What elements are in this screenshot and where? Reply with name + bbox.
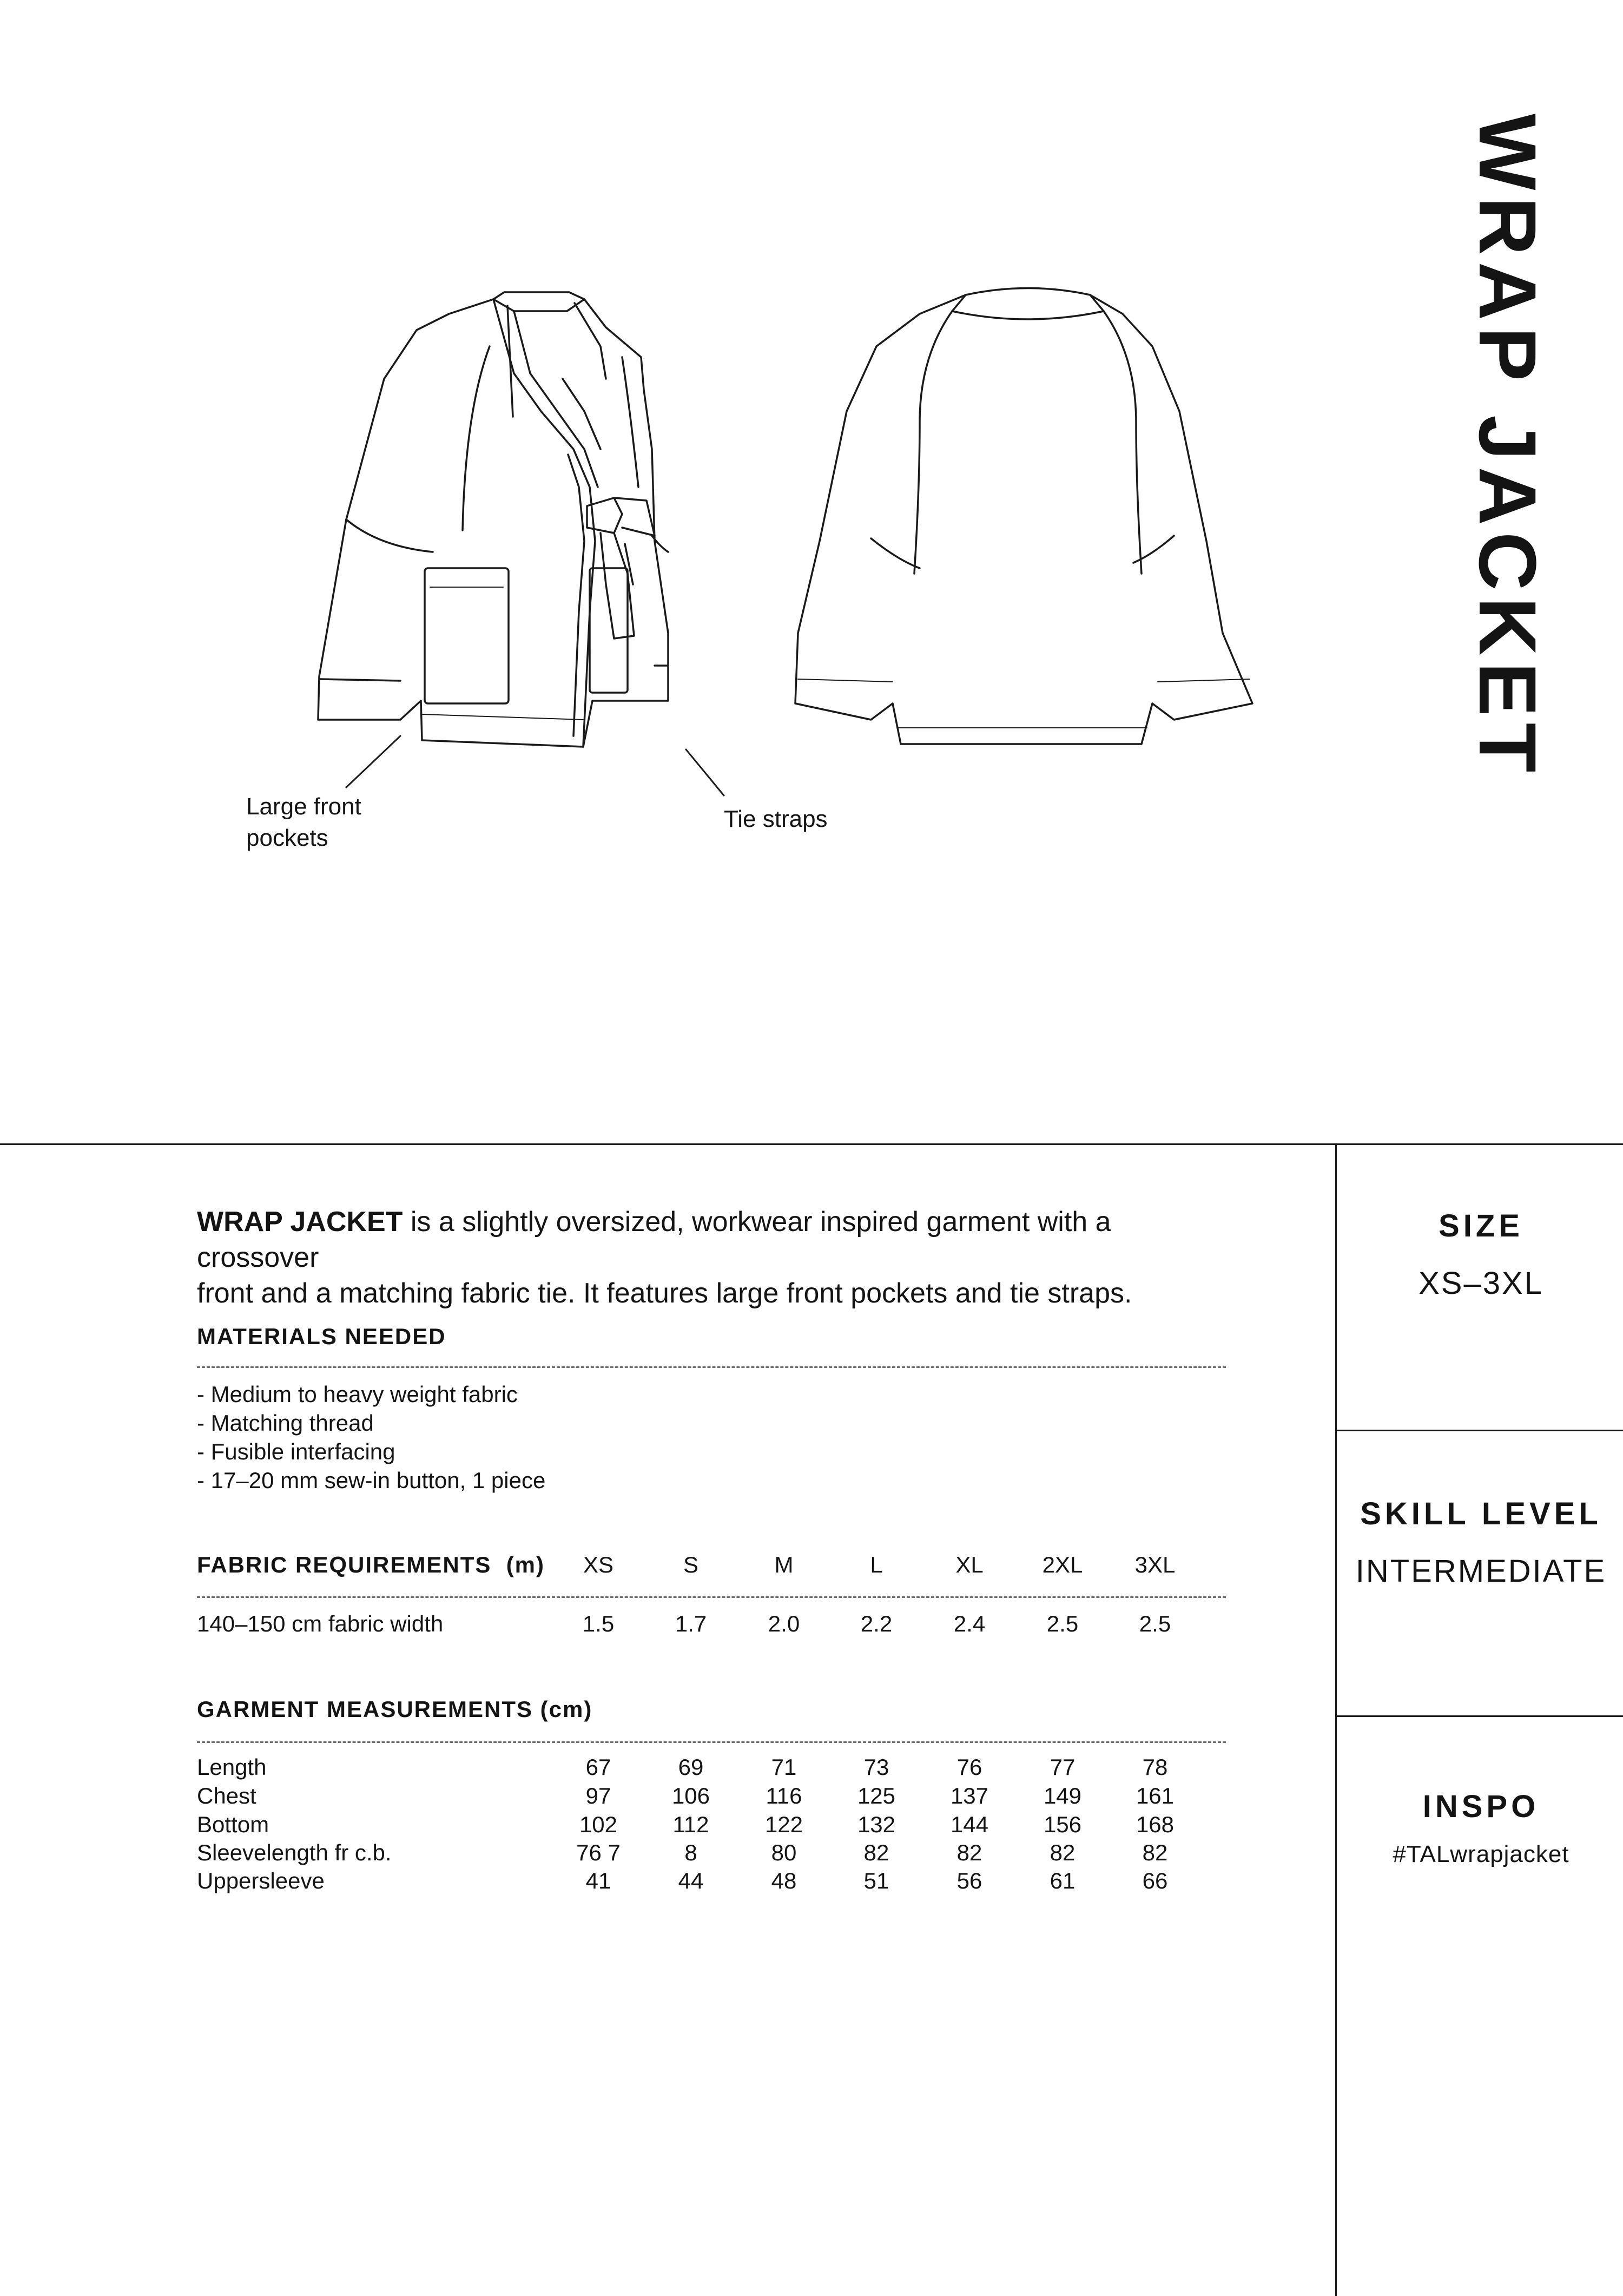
measurement-value: 44: [678, 1868, 704, 1893]
measurement-value: 56: [956, 1868, 982, 1893]
size-header: 2XL: [1042, 1552, 1083, 1577]
fabric-title: FABRIC REQUIREMENTS (m): [197, 1552, 545, 1577]
measurement-value: 82: [1142, 1840, 1168, 1865]
back-view-drawing: [795, 288, 1252, 745]
measurement-value: 76: [956, 1754, 982, 1780]
pockets-callout-line1: Large front: [246, 793, 361, 820]
row-label: Bottom: [197, 1812, 269, 1837]
fabric-value: 2.5: [1046, 1611, 1079, 1636]
size-header: M: [774, 1552, 794, 1577]
straps-leader-line: [686, 749, 724, 795]
measurement-value: 78: [1142, 1754, 1168, 1780]
materials-list: [197, 1380, 545, 1495]
fabric-value: 2.4: [953, 1611, 986, 1636]
measurement-value: 112: [672, 1812, 709, 1837]
measurement-value: 156: [1043, 1812, 1082, 1837]
row-label: Uppersleeve: [197, 1868, 325, 1893]
side-divider-1: [1335, 1430, 1623, 1431]
measurement-value: 48: [771, 1868, 797, 1893]
size-header: XL: [955, 1552, 984, 1577]
straps-callout: Tie straps: [724, 806, 828, 832]
measurement-value: 67: [585, 1754, 611, 1780]
skill-level-value: INTERMEDIATE: [1355, 1554, 1607, 1589]
inspo-hashtag: #TALwrapjacket: [1393, 1841, 1569, 1867]
size-header: L: [870, 1552, 883, 1577]
size-header: 3XL: [1134, 1552, 1176, 1577]
fabric-value: 2.0: [768, 1611, 800, 1636]
table-row: [197, 1611, 1171, 1637]
garment-rule: [197, 1741, 1226, 1743]
materials-rule: [197, 1366, 1226, 1368]
front-view-drawing: [318, 292, 668, 747]
description-name: WRAP JACKET: [197, 1206, 403, 1238]
fabric-value: 1.5: [582, 1611, 615, 1636]
description-line1: is a slightly oversized, workwear inspired garment with a crossover: [197, 1206, 1111, 1273]
measurement-value: 122: [764, 1812, 803, 1837]
fabric-row-label: 140–150 cm fabric width: [197, 1611, 444, 1636]
list-item: - Fusible interfacing: [197, 1439, 395, 1464]
fabric-rule: [197, 1596, 1226, 1598]
table-row: [197, 1812, 1175, 1838]
measurement-value: 51: [863, 1868, 889, 1893]
measurement-value: 80: [771, 1840, 797, 1865]
section-divider: [0, 1143, 1623, 1145]
page-title: WRAP JACKET: [1462, 114, 1553, 779]
size-header: S: [683, 1552, 698, 1577]
measurement-value: 144: [950, 1812, 989, 1837]
list-item: - 17–20 mm sew-in button, 1 piece: [197, 1468, 546, 1493]
measurement-value: 41: [585, 1868, 611, 1893]
measurement-value: 69: [678, 1754, 704, 1780]
measurement-value: 125: [857, 1783, 896, 1808]
fabric-value: 2.2: [860, 1611, 893, 1636]
pockets-leader-line: [346, 736, 400, 787]
measurement-value: 106: [671, 1783, 710, 1808]
inspo-label: INSPO: [1422, 1789, 1540, 1824]
measurement-value: 116: [766, 1783, 802, 1808]
description-line2: front and a matching fabric tie. It features large front pockets and tie straps.: [197, 1278, 1132, 1309]
fabric-value: 1.7: [675, 1611, 707, 1636]
row-label: Chest: [197, 1783, 256, 1808]
measurement-value: 71: [771, 1754, 797, 1780]
measurement-value: 61: [1050, 1868, 1076, 1893]
measurement-value: 132: [857, 1812, 896, 1837]
measurement-value: 76 7: [576, 1840, 621, 1865]
table-row: [197, 1840, 1168, 1866]
description: [197, 1204, 1236, 1311]
table-row: [197, 1868, 1168, 1894]
pockets-callout-line2: pockets: [246, 825, 328, 851]
row-label: Sleevelength fr c.b.: [197, 1840, 392, 1865]
size-header: XS: [583, 1552, 614, 1577]
fabric-value: 2.5: [1139, 1611, 1171, 1636]
side-divider-2: [1335, 1715, 1623, 1717]
measurement-value: 168: [1136, 1812, 1175, 1837]
size-label: SIZE: [1439, 1208, 1523, 1244]
measurement-value: 102: [579, 1812, 618, 1837]
materials-title: MATERIALS NEEDED: [197, 1324, 446, 1349]
technical-drawings: [0, 0, 1623, 920]
measurement-value: 77: [1050, 1754, 1076, 1780]
measurement-value: 97: [585, 1783, 611, 1808]
side-panel-divider: [1335, 1143, 1337, 2296]
measurement-value: 8: [684, 1840, 697, 1865]
garment-title: GARMENT MEASUREMENTS (cm): [197, 1696, 593, 1722]
measurement-value: 82: [863, 1840, 889, 1865]
measurement-value: 66: [1142, 1868, 1168, 1893]
size-value: XS–3XL: [1419, 1266, 1543, 1301]
measurement-value: 137: [950, 1783, 989, 1808]
pockets-callout: [246, 791, 361, 854]
table-row: [197, 1754, 1168, 1780]
measurement-value: 149: [1043, 1783, 1082, 1808]
measurement-value: 82: [956, 1840, 982, 1865]
measurement-value: 161: [1136, 1783, 1175, 1808]
measurement-value: 82: [1050, 1840, 1076, 1865]
measurement-value: 73: [863, 1754, 889, 1780]
list-item: - Matching thread: [197, 1410, 374, 1436]
row-label: Length: [197, 1754, 267, 1780]
list-item: - Medium to heavy weight fabric: [197, 1381, 518, 1407]
skill-level-label: SKILL LEVEL: [1360, 1496, 1602, 1531]
table-row: [197, 1783, 1175, 1809]
